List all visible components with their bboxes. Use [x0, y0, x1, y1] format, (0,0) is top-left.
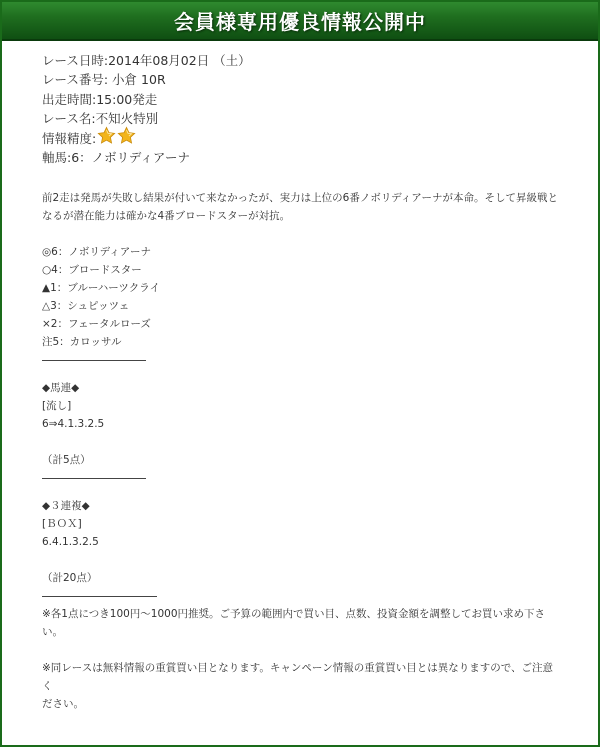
analysis-line: 前2走は発馬が失敗し結果が付いて来なかったが、実力は上位の6番ノボリディアーナが本命。そして昇級戦と: [42, 192, 558, 205]
bet-combo: 6.4.1.3.2.5: [42, 536, 99, 549]
accuracy-rating: [42, 129, 562, 148]
bet-combo: 6⇒4.1.3.2.5: [42, 418, 105, 431]
bet-total: （計20点）: [42, 572, 98, 585]
analysis-text: [42, 189, 562, 225]
divider: [42, 478, 146, 479]
bet-type: ◆馬連◆: [42, 382, 80, 395]
header-banner: [2, 2, 598, 41]
page-title: 会員様専用優良情報公開中: [174, 10, 426, 34]
note-recommend: ※各1点につき100円～1000円推奨。ご予算の範囲内で買い目、点数、投資金額を調整してお買い求め下さい。: [42, 608, 546, 639]
prediction-item: △3：シュピッツェ: [42, 300, 130, 313]
axis-horse: 軸馬:6：ノボリディアーナ: [42, 149, 191, 165]
note-disclaimer: [42, 659, 562, 713]
bet-total: （計5点）: [42, 454, 91, 467]
divider: [42, 360, 146, 361]
race-date: レース日時:2014年08月02日 （土）: [42, 53, 251, 68]
prediction-item: ○4：ブロードスター: [42, 264, 142, 277]
prediction-item: ▲1：ブルーハーツクライ: [42, 282, 160, 295]
star-icon: [97, 126, 116, 145]
divider: [42, 596, 157, 597]
content-area: [42, 51, 562, 713]
analysis-line: なるが潜在能力は確かな4番ブロードスターが対抗。: [42, 210, 291, 223]
accuracy-label: 情報精度:: [42, 130, 97, 146]
prediction-item: 注5：カロッサル: [42, 336, 122, 349]
prediction-item: ×2：フェータルローズ: [42, 318, 151, 331]
prediction-item: ◎6：ノボリディアーナ: [42, 246, 151, 259]
bet-method: [ＢＯＸ]: [42, 518, 82, 531]
race-number: レース番号: 小倉 10R: [42, 72, 166, 88]
bet-type: ◆３連複◆: [42, 500, 90, 513]
bet-sanrenpuku: [42, 497, 562, 587]
star-icon: [117, 126, 136, 145]
accuracy-stars: [96, 126, 136, 150]
bet-method: [流し]: [42, 400, 72, 413]
note-line: ※同レースは無料情報の重賞買い目となります。キャンペーン情報の重賞買い目とは異なりますので、ご注意く: [42, 662, 554, 693]
prediction-list: [42, 243, 562, 351]
race-start-time: 出走時間:15:00発走: [42, 91, 158, 107]
race-name: レース名:不知火特別: [42, 111, 159, 127]
bet-umaren: [42, 379, 562, 469]
note-line: ださい。: [42, 698, 84, 711]
